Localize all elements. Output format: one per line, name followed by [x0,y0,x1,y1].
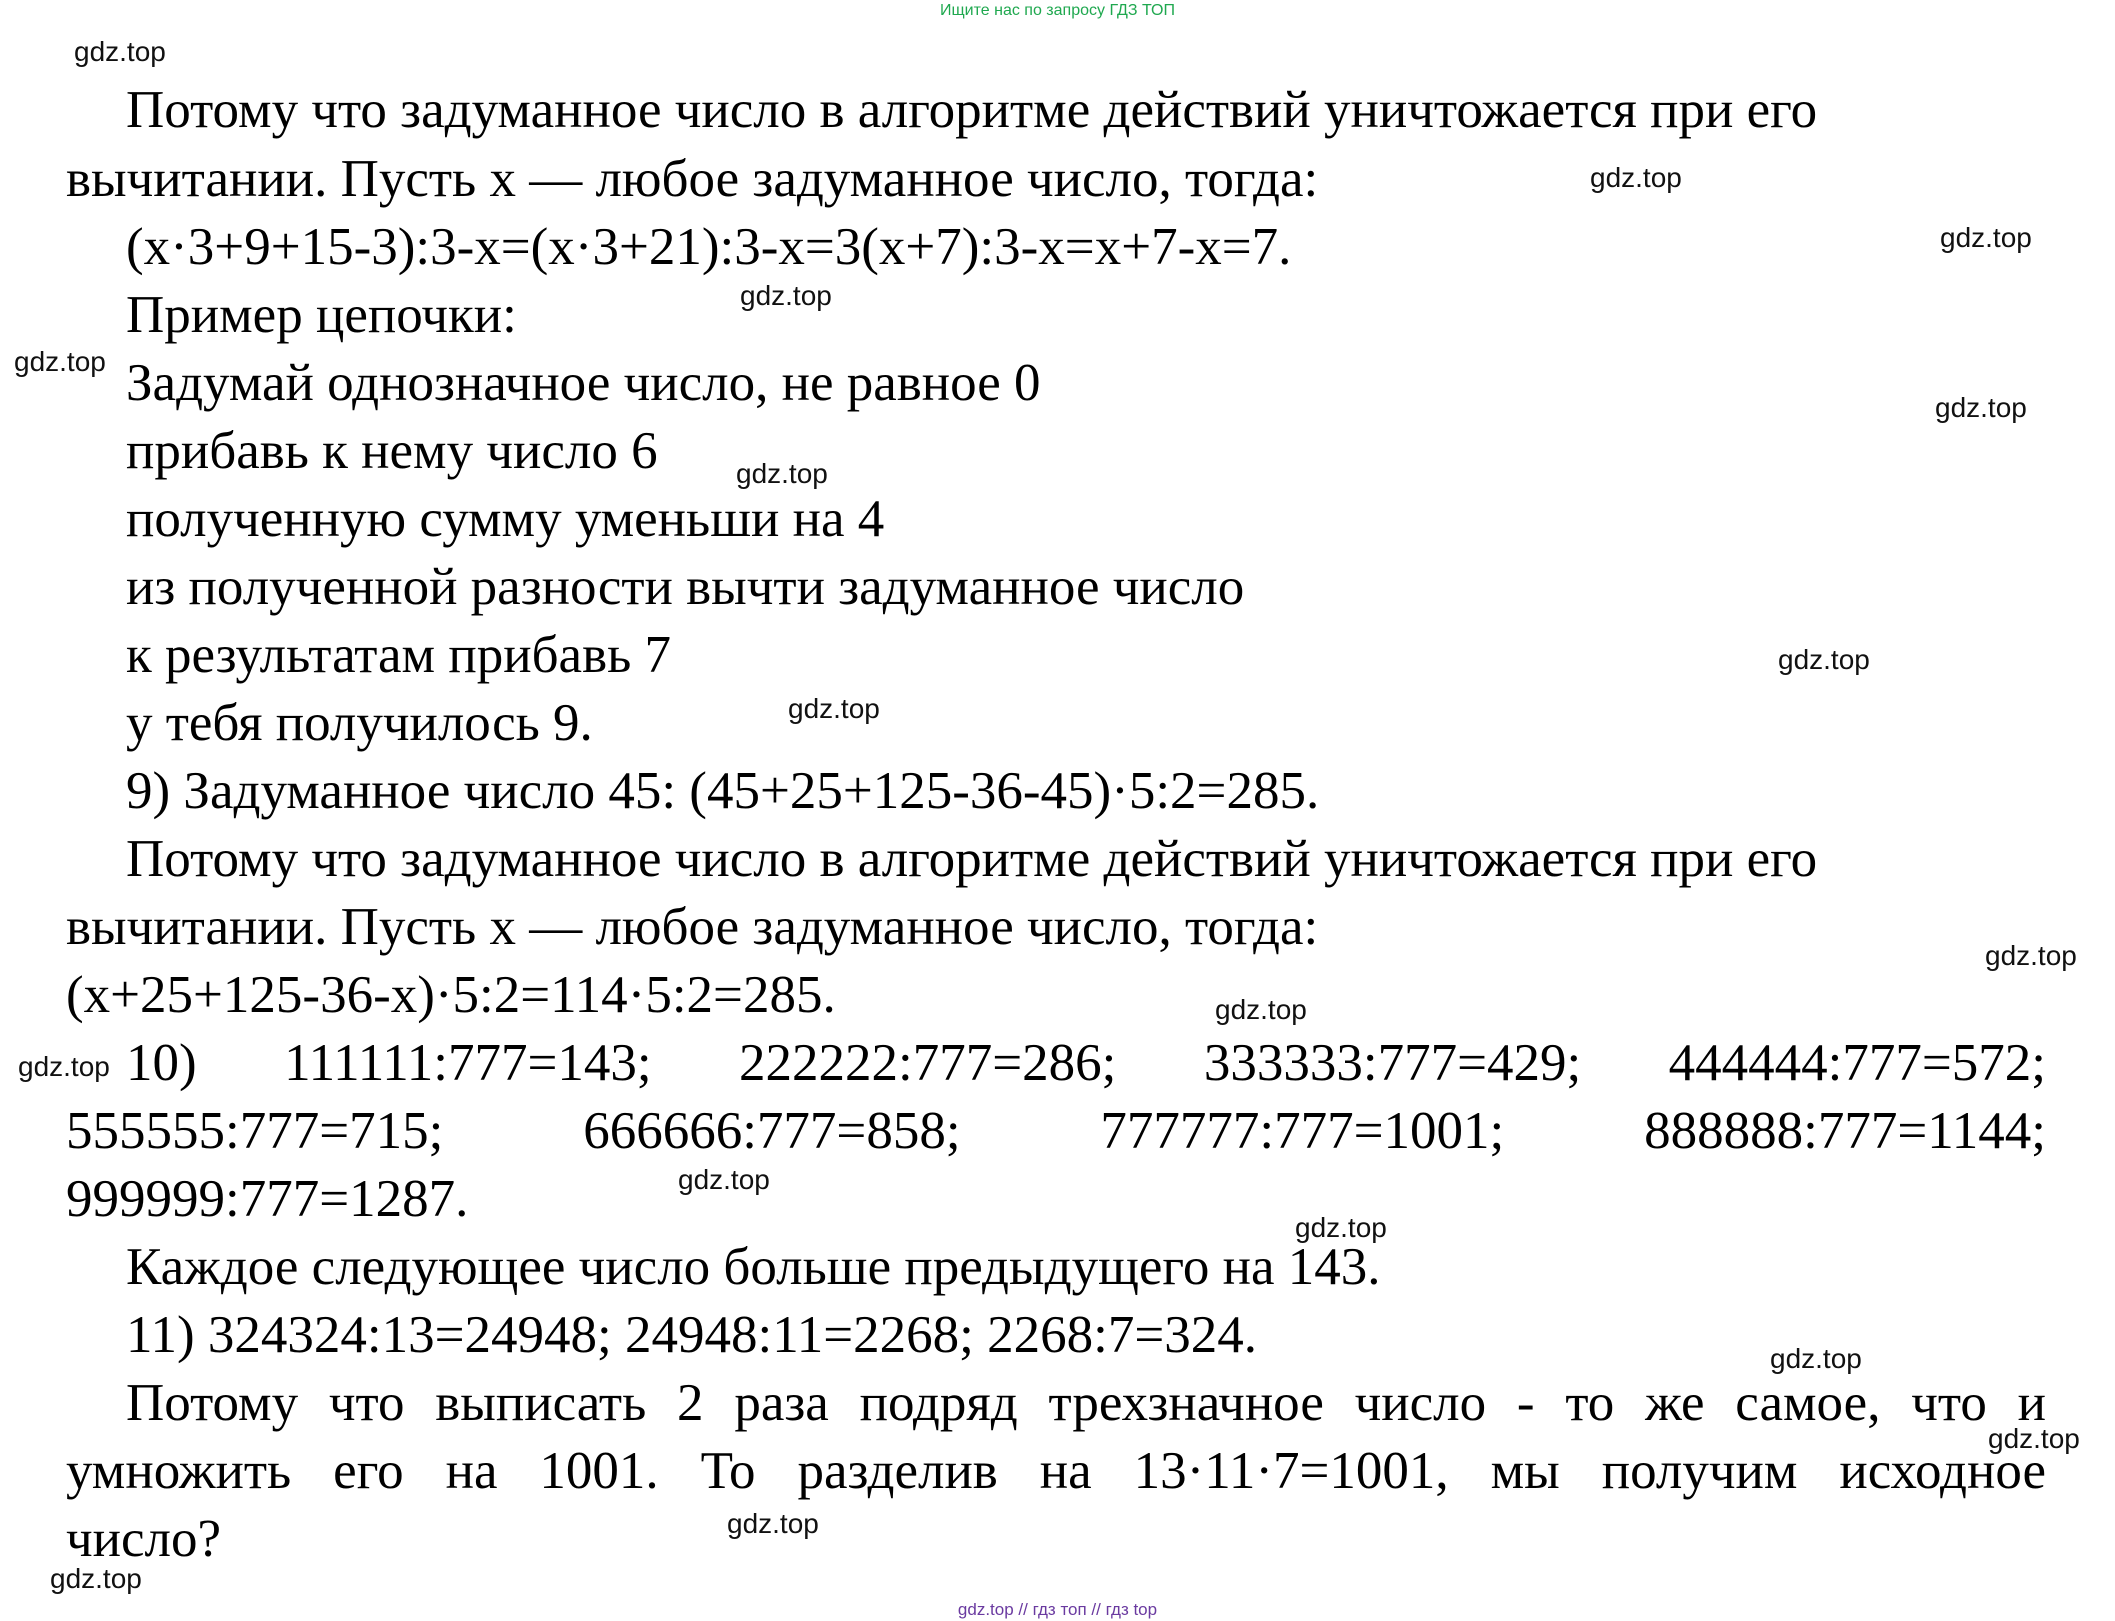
watermark-text: gdz.top [1215,994,1307,1025]
watermark-text: gdz.top [1935,392,2027,423]
watermark-text: gdz.top [1985,940,2077,971]
text-line: вычитании. Пусть х — любое задуманное число, тогда: [66,898,1319,956]
watermark-text: gdz.top [1778,644,1870,675]
text-line: из полученной разности вычти задуманное число [126,558,1245,616]
text-line: Задумай однозначное число, не равное 0 [126,354,1041,412]
watermark-text: gdz.top [1770,1343,1862,1374]
text-line: 10) 111111:777=143; 222222:777=286; 333333:777=429; 444444:777=572; [126,1034,2046,1092]
watermark-text: gdz.top [740,280,832,311]
watermark-text: gdz.top [18,1051,110,1082]
footer-links: gdz.top // гдз топ // гдз top [957,1600,1158,1619]
text-line: умножить его на 1001. То разделив на 13·11·7=1001, мы получим исходное [66,1442,2046,1500]
text-line: 11) 324324:13=24948; 24948:11=2268; 2268:7=324. [126,1306,1258,1364]
watermark-text: gdz.top [14,346,106,377]
watermark-text: gdz.top [678,1164,770,1195]
text-line: Потому что задуманное число в алгоритме действий уничтожается при его [126,830,1818,888]
top-banner: Ищите нас по запросу ГДЗ ТОП [940,2,1175,19]
text-line: 9) Задуманное число 45: (45+25+125-36-45)·5:2=285. [126,762,1320,820]
watermark-text: gdz.top [74,36,166,67]
watermark-text: gdz.top [727,1508,819,1539]
text-line: 999999:777=1287. [66,1170,469,1228]
text-line: к результатам прибавь 7 [126,626,672,684]
text-line: Пример цепочки: [126,286,517,344]
watermark-text: gdz.top [736,458,828,489]
text-line: число? [66,1510,222,1568]
text-line: у тебя получилось 9. [126,694,593,752]
text-line: вычитании. Пусть х — любое задуманное число, тогда: [66,150,1319,208]
text-line: 555555:777=715; 666666:777=858; 777777:777=1001; 888888:777=1144; [66,1102,2046,1160]
text-line: прибавь к нему число 6 [126,422,658,480]
watermark-text: gdz.top [1940,222,2032,253]
watermark-text: gdz.top [1590,162,1682,193]
watermark-text: gdz.top [1295,1212,1387,1243]
text-line: Потому что задуманное число в алгоритме действий уничтожается при его [126,81,1818,139]
text-line: Потому что выписать 2 раза подряд трехзначное число - то же самое, что и [126,1374,2046,1432]
watermark-text: gdz.top [1988,1423,2080,1454]
text-line: Каждое следующее число больше предыдущего на 143. [126,1238,1381,1296]
text-line: полученную сумму уменьши на 4 [126,490,885,548]
watermark-text: gdz.top [50,1563,142,1594]
text-line: (х·3+9+15-3):3-х=(х·3+21):3-х=3(х+7):3-х=х+7-х=7. [126,218,1292,276]
watermark-text: gdz.top [788,693,880,724]
text-line: (х+25+125-36-х)·5:2=114·5:2=285. [66,966,836,1024]
